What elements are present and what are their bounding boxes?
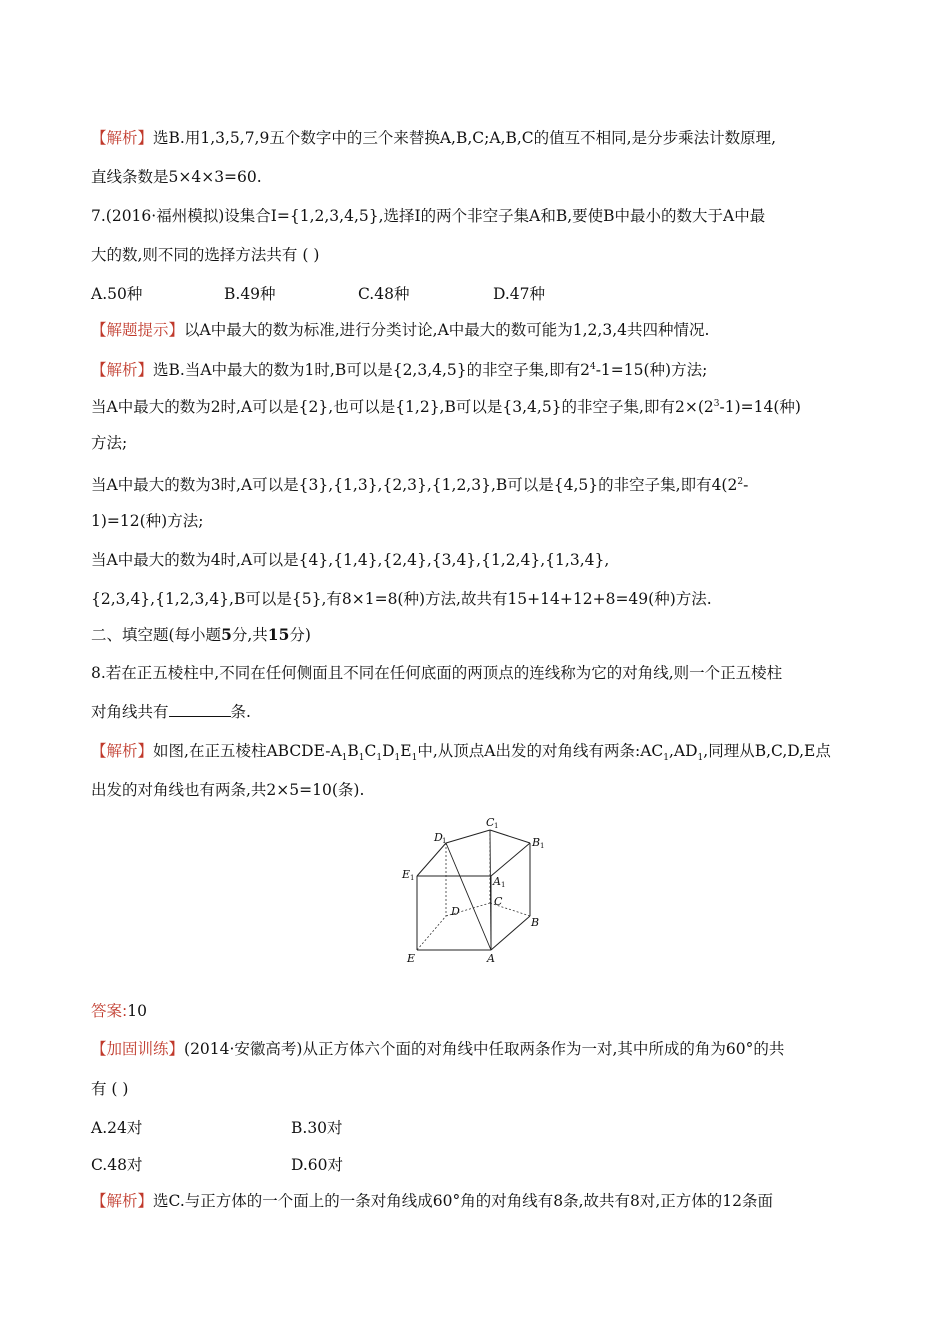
diagonal-ac1 xyxy=(490,830,491,950)
extra-option-a: A.24对 xyxy=(91,1119,143,1137)
extra-stem-line2: 有 ( ) xyxy=(91,1080,129,1098)
q7-solution-line2: 当A中最大的数为2时,A可以是{2},也可以是{1,2},B可以是{3,4,5}的非空子集,即有$2\times(2^3-1)=14$(种) xyxy=(91,398,801,417)
label-e: E xyxy=(407,952,416,965)
q7-option-b: B.49种 xyxy=(224,285,276,303)
jiexi-tag: 【解析】 xyxy=(91,129,154,147)
label-c1: C xyxy=(486,816,495,829)
label-b: B xyxy=(531,916,540,929)
q7-option-d: D.47种 xyxy=(493,285,546,303)
section2-title: 二、填空题(每小题5分,共15分) xyxy=(91,625,311,644)
q7-solution-line6: 当A中最大的数为4时,A可以是{4},{1,4},{2,4},{3,4},{1,2,4},{1,3,4}, xyxy=(91,551,610,569)
answer-blank xyxy=(169,702,231,717)
q8-stem-line2: 对角线共有 条. xyxy=(91,703,251,721)
q7-stem-line2: 大的数,则不同的选择方法共有 ( ) xyxy=(91,246,320,264)
tishi-tag: 【解题提示】 xyxy=(91,321,185,339)
label-a1: A xyxy=(493,875,501,888)
label-d: D xyxy=(451,905,460,918)
label-c: C xyxy=(494,895,503,908)
q6-solution-line1 xyxy=(91,127,862,149)
q6-solution-line2: 直线条数是5×4×3=60. xyxy=(91,168,262,186)
pentagonal-prism-figure xyxy=(398,812,548,970)
q7-option-a: A.50种 xyxy=(91,285,143,303)
label-b1: B xyxy=(532,836,541,849)
edge-c1b1 xyxy=(490,830,530,843)
label-a: A xyxy=(487,952,495,965)
answer-value: 10 xyxy=(127,1002,147,1020)
jiexi-tag: 【解析】 xyxy=(91,361,154,380)
edge-b1a1 xyxy=(491,843,530,876)
q7-solution-line3: 方法; xyxy=(91,434,128,452)
jiexi-tag: 【解析】 xyxy=(91,1192,154,1210)
hidden-edge-ed xyxy=(417,916,446,950)
gonggu-tag: 【加固训练】 xyxy=(91,1040,185,1058)
edge-e1d1 xyxy=(417,843,446,876)
extra-option-d: D.60对 xyxy=(291,1156,344,1174)
q8-solution-line1: 【解析】如图,在正五棱柱ABCDE-$A_1B_1C_1D_1E_1$中,从顶点A出发的对角线有两条$:AC_1,AD_1$,同理从B,C,D,E点 xyxy=(91,742,831,764)
svg-text:1: 1 xyxy=(410,874,415,882)
diagonal-ad1 xyxy=(446,843,491,950)
jiexi-tag: 【解析】 xyxy=(91,742,154,760)
q6-solution-text: 选B.用1,3,5,7,9五个数字中的三个来替换A,B,C;A,B,C的值互不相同,是分步乘法计数原理, xyxy=(153,129,777,147)
extra-option-b: B.30对 xyxy=(291,1119,343,1137)
svg-text:1: 1 xyxy=(494,822,499,830)
label-d1: D xyxy=(434,831,443,844)
q7-solution-line5: 1)=12(种)方法; xyxy=(91,512,204,530)
edge-d1c1 xyxy=(446,830,490,843)
svg-text:1: 1 xyxy=(540,842,545,850)
extra-stem-line1: 【加固训练】(2014·安徽高考)从正方体六个面的对角线中任取两条作为一对,其中所成的角为60°的共 xyxy=(91,1040,785,1058)
q7-solution-line4: 当A中最大的数为3时,A可以是{3},{1,3},{2,3},{1,2,3},B可以是{4,5}的非空子集,即有$4(2^2-$ xyxy=(91,476,749,495)
q7-option-c: C.48种 xyxy=(358,285,410,303)
q8-solution-line2: 出发的对角线也有两条,共2×5=10(条). xyxy=(91,781,365,799)
q7-solution-line1: 【解析】选B.当A中最大的数为1时,B可以是{2,3,4,5}的非空子集,即有$2^4-1=15$(种)方法; xyxy=(91,361,708,380)
q8-stem-line1: 8.若在正五棱柱中,不同在任何侧面且不同在任何底面的两顶点的连线称为它的对角线,则一个正五棱柱 xyxy=(91,664,783,682)
q7-stem-line1: 7.(2016·福州模拟)设集合I={1,2,3,4,5},选择I的两个非空子集A和B,要使B中最小的数大于A中最 xyxy=(91,207,766,225)
label-e1: E xyxy=(402,868,411,881)
q7-hint xyxy=(91,319,862,341)
answer-label: 答案: xyxy=(91,1002,128,1020)
svg-text:1: 1 xyxy=(442,837,447,845)
q7-hint-text: 以A中最大的数为标准,进行分类讨论,A中最大的数可能为1,2,3,4共四种情况. xyxy=(184,321,710,339)
q7-solution-line7: {2,3,4},{1,2,3,4},B可以是{5},有8×1=8(种)方法,故共有15+14+12+8=49(种)方法. xyxy=(91,590,712,608)
svg-text:1: 1 xyxy=(501,881,506,889)
extra-solution: 【解析】选C.与正方体的一个面上的一条对角线成60°角的对角线有8条,故共有8对,正方体的12条面 xyxy=(91,1192,774,1210)
q8-answer xyxy=(91,1000,862,1022)
extra-option-c: C.48对 xyxy=(91,1156,143,1174)
edge-ab xyxy=(491,916,530,950)
